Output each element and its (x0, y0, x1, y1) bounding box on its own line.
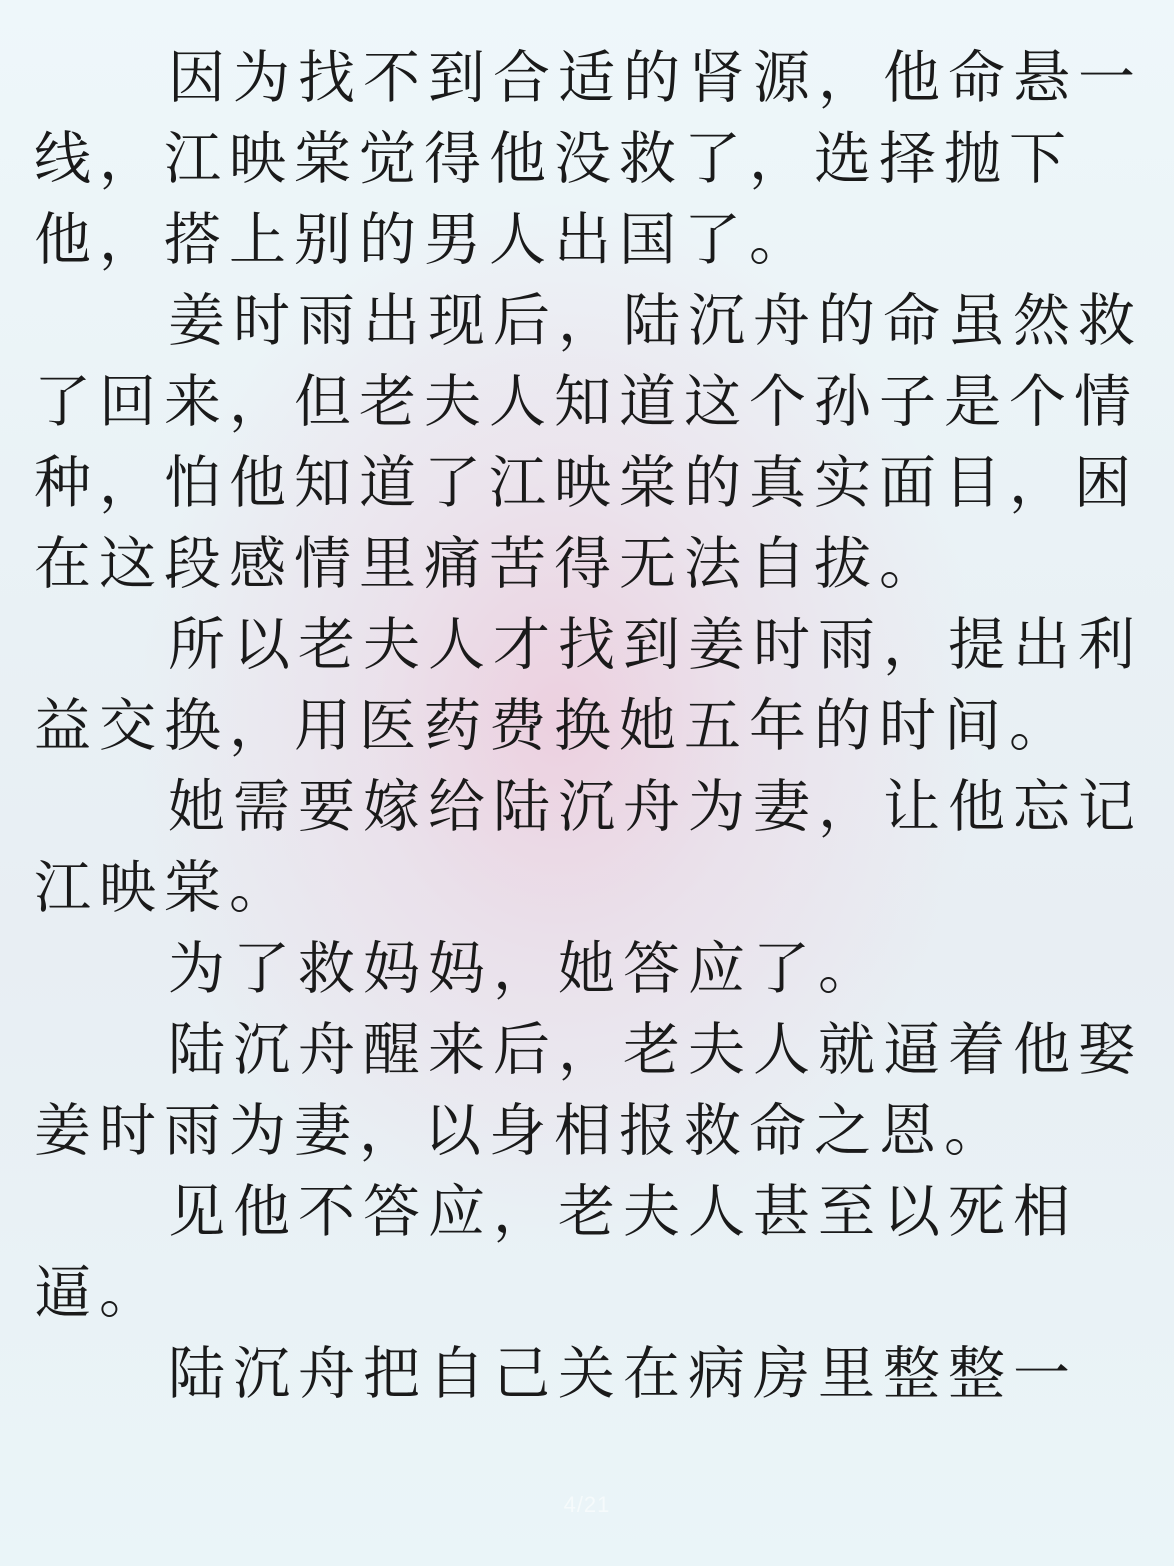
article-body (34, 38, 1144, 1415)
page-indicator: 4/21 (563, 1492, 611, 1517)
paragraph-6: 陆沉舟醒来后，老夫人就逼着他娶姜时雨为妻，以身相报救命之恩。 (34, 1017, 1143, 1164)
paragraph-5: 为了救妈妈，她答应了。 (168, 936, 883, 1002)
paragraph-8: 陆沉舟把自己关在病房里整整一 (168, 1341, 1078, 1407)
paragraph-4: 她需要嫁给陆沉舟为妻，让他忘记江映棠。 (34, 774, 1143, 921)
paragraph-3: 所以老夫人才找到姜时雨，提出利益交换，用医药费换她五年的时间。 (34, 612, 1143, 759)
paragraph-2: 姜时雨出现后，陆沉舟的命虽然救了回来，但老夫人知道这个孙子是个情种，怕他知道了江映棠的真实面目，困在这段感情里痛苦得无法自拔。 (34, 288, 1143, 597)
paragraph-1: 因为找不到合适的肾源，他命悬一线，江映棠觉得他没救了，选择抛下他，搭上别的男人出国了。 (34, 45, 1143, 273)
paragraph-7: 见他不答应，老夫人甚至以死相逼。 (34, 1179, 1078, 1326)
